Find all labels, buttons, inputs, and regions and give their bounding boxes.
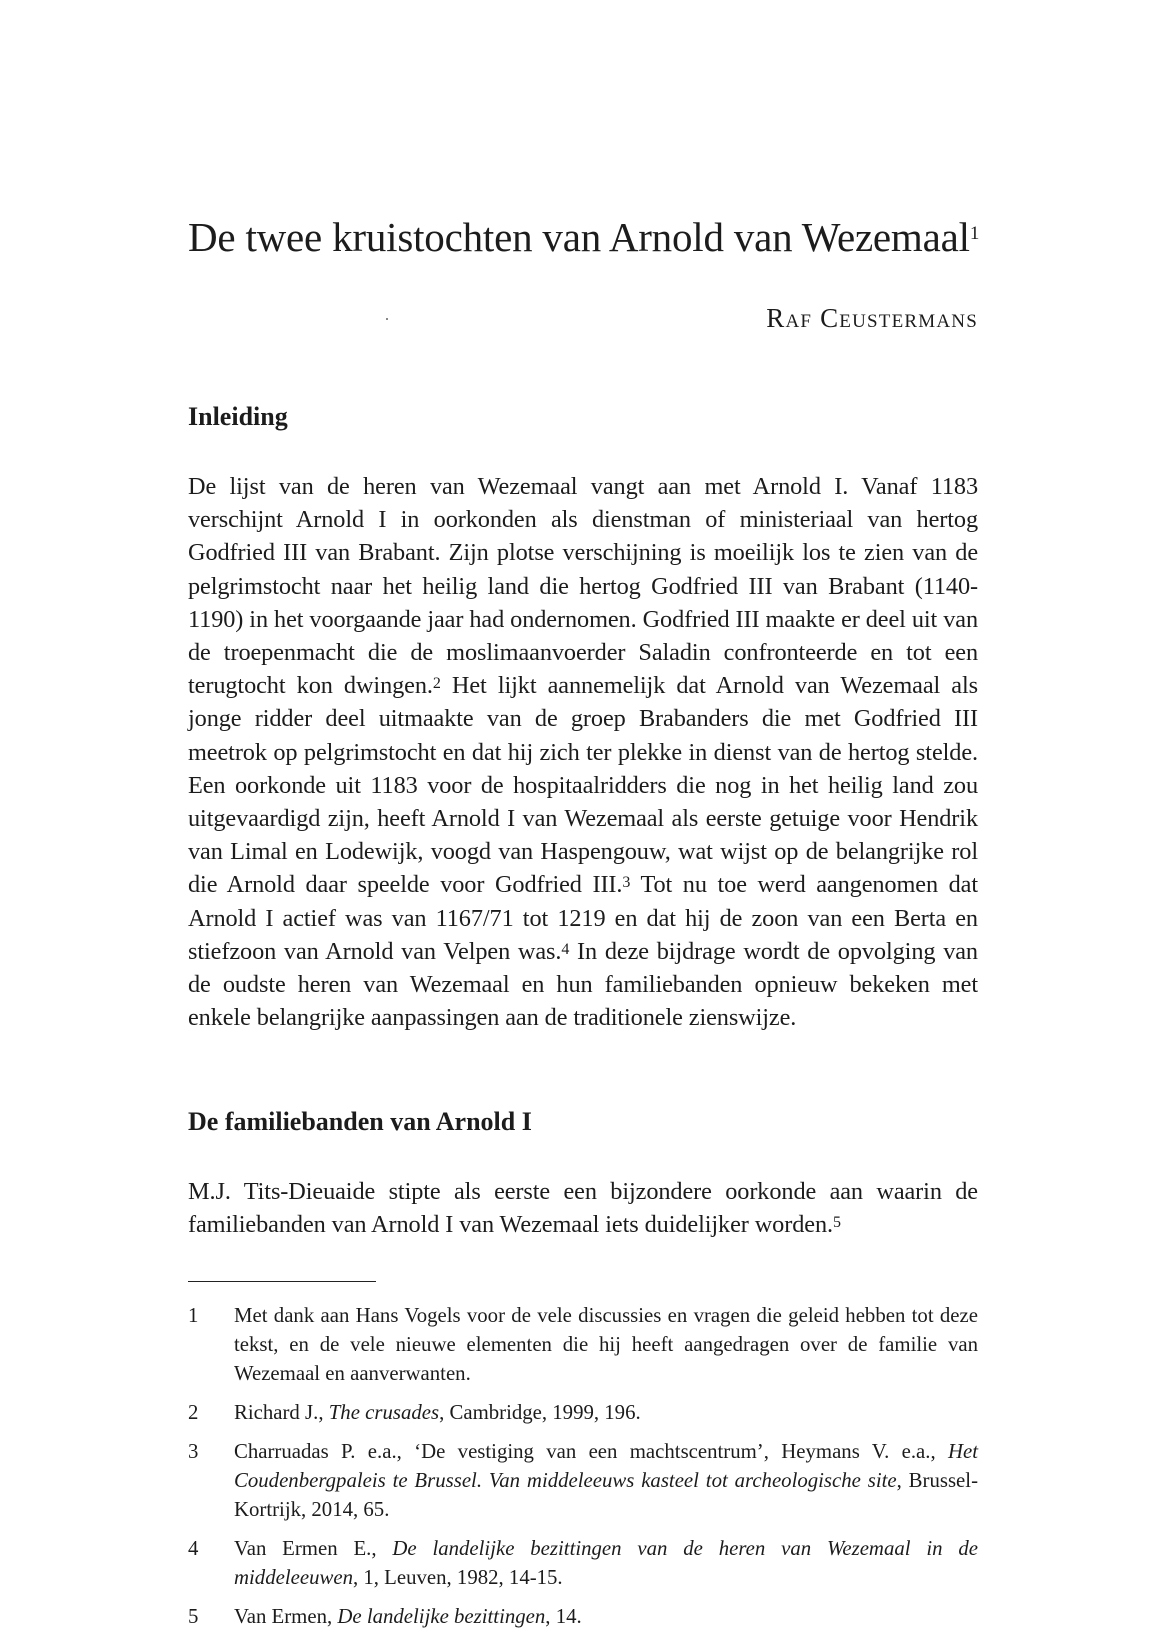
article-title (188, 212, 1008, 262)
footnote-title: De landelijke bezittingen van de heren van Wezemaal in de middeleeuwen (234, 1537, 978, 1589)
footnote-text-part: , Cambridge, 1999, 196. (439, 1401, 641, 1424)
paragraph-text: De lijst van de heren van Wezemaal vangt aan met Arnold I. Vanaf 1183 verschijnt Arnold I in oorkonden als dienstman of ministeriaal van hertog Godfried III van Brabant. Zijn plotse verschijning is moeilijk los te zien van de pelgrimstocht naar het heilig land die hertog Godfried III van Brabant (1140-1190) in het voorgaande jaar had ondernomen. Godfried III maakte er deel uit van de troepenmacht die de moslimaanvoerder Saladin confronteerde en tot een terugtocht kon dwingen. (188, 473, 978, 700)
footnote-3 (188, 1437, 978, 1524)
footnote-1 (188, 1301, 978, 1388)
footnote-text-part: , 1, Leuven, 1982, 14-15. (352, 1566, 563, 1589)
paragraph-text: Tot nu toe werd aangenomen dat Arnold I actief was van 1167/71 tot 1219 en dat hij de zoon van een Berta en stiefzoon van Arnold van Velpen was. (188, 871, 978, 965)
paragraph-text: In deze bijdrage wordt de opvolging van de oudste heren van Wezemaal en hun familiebanden opnieuw bekeken met enkele belangrijke aanpassingen aan de traditionele zienswijze. (188, 937, 978, 1032)
footnote-text (234, 1602, 978, 1631)
footnote-ref-5[interactable]: 5 (832, 1214, 841, 1232)
footnote-2 (188, 1398, 978, 1427)
footnote-title: The crusades (328, 1401, 440, 1424)
footnote-text-part: Charruadas P. e.a., ‘De vestiging van een machtscentrum’, Heymans V. e.a., (234, 1440, 948, 1463)
footnote-number: 2 (188, 1401, 199, 1424)
footnote-text (234, 1398, 978, 1427)
footnote-title: De landelijke bezittingen (337, 1605, 546, 1628)
footnote-divider (188, 1281, 376, 1282)
stray-dot (386, 318, 388, 320)
footnote-5 (188, 1602, 978, 1631)
footnote-number: 5 (188, 1605, 199, 1628)
article-title-text: De twee kruistochten van Arnold van Wezemaal (188, 214, 970, 260)
footnote-text-part: Van Ermen E., (234, 1537, 393, 1560)
footnote-text (234, 1534, 978, 1592)
footnote-text-part: , 14. (545, 1605, 582, 1628)
familiebanden-paragraph (188, 1175, 978, 1241)
intro-paragraph (188, 470, 978, 1034)
paragraph-text: Het lijkt aannemelijk dat Arnold van Wezemaal als jonge ridder deel uitmaakte van de groep Brabanders die met Godfried III meetrok op pelgrimstocht en dat hij zich ter plekke in dienst van de hertog stelde. Een oorkonde uit 1183 voor de hospitaalridders die nog in het heilig land zou uitgevaardigd zijn, heeft Arnold I van Wezemaal als eerste getuige voor Hendrik van Limal en Lodewijk, voogd van Haspengouw, wat wijst op de belangrijke rol die Arnold daar speelde voor Godfried III. (188, 672, 978, 899)
section-heading-inleiding: Inleiding (188, 402, 288, 431)
footnote-text-part: Van Ermen, (234, 1605, 338, 1628)
footnote-4 (188, 1534, 978, 1592)
footnote-number: 3 (188, 1440, 199, 1463)
footnote-text: Met dank aan Hans Vogels voor de vele discussies en vragen die geleid hebben tot deze tekst, en de vele nieuwe elementen die hij heeft aangedragen over de familie van Wezemaal en aanverwanten. (234, 1304, 978, 1385)
footnote-number: 1 (188, 1304, 199, 1327)
footnote-title: Het Coudenbergpaleis te Brussel. Van middeleeuws kasteel tot archeologische site (234, 1440, 978, 1492)
footnote-ref-2[interactable]: 2 (432, 675, 441, 693)
footnote-text-part: , Brussel-Kortrijk, 2014, 65. (234, 1469, 978, 1521)
footnote-ref-4[interactable]: 4 (561, 940, 570, 958)
footnote-text-part: Richard J., (234, 1401, 329, 1424)
footnote-number: 4 (188, 1537, 199, 1560)
author-name: Raf Ceustermans (766, 303, 978, 333)
section-heading-familiebanden: De familiebanden van Arnold I (188, 1107, 532, 1136)
paragraph-text: M.J. Tits-Dieuaide stipte als eerste een bijzondere oorkonde aan waarin de familiebanden van Arnold I van Wezemaal iets duidelijker worden. (188, 1178, 978, 1239)
title-footnote-ref[interactable]: 1 (969, 223, 980, 244)
footnote-ref-3[interactable]: 3 (622, 874, 631, 892)
footnote-text (234, 1437, 978, 1524)
footnotes (188, 1301, 978, 1641)
